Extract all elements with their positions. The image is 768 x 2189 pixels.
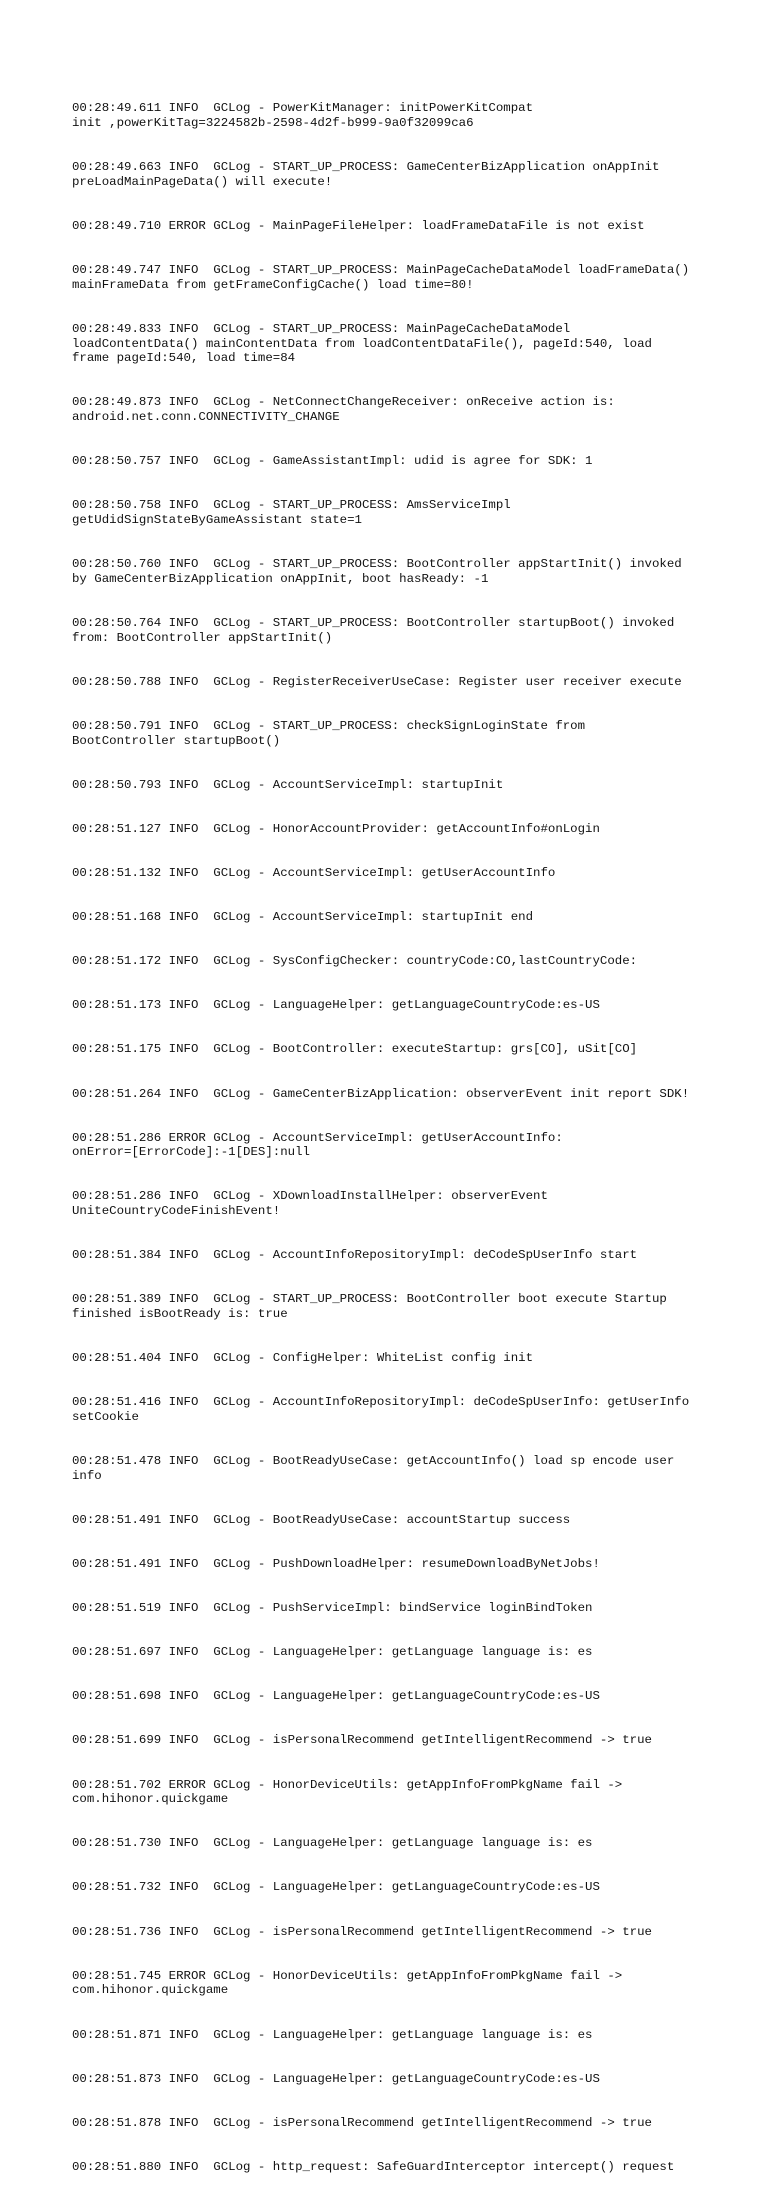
log-entry: 00:28:51.873 INFO GCLog - LanguageHelper: getLanguageCountryCode:es-US [72, 2071, 600, 2086]
log-entry: 00:28:49.663 INFO GCLog - START_UP_PROCESS: GameCenterBizApplication onAppInit preLoadMainPageData() will execute! [72, 160, 660, 189]
log-entry: 00:28:50.757 INFO GCLog - GameAssistantImpl: udid is agree for SDK: 1 [72, 454, 593, 469]
log-entry: 00:28:49.873 INFO GCLog - NetConnectChangeReceiver: onReceive action is: android.net.conn.CONNECTIVITY_CHANGE [72, 395, 615, 425]
log-entry: 00:28:51.172 INFO GCLog - SysConfigChecker: countryCode:CO,lastCountryCode: [72, 954, 638, 969]
log-entry: 00:28:51.132 INFO GCLog - AccountServiceImpl: getUserAccountInfo [72, 865, 556, 880]
log-entry: 00:28:51.389 INFO GCLog - START_UP_PROCESS: BootController boot execute Startup finished isBootReady is: true [72, 1292, 667, 1322]
log-entry: 00:28:51.697 INFO GCLog - LanguageHelper: getLanguage language is: es [72, 1645, 593, 1660]
log-entry: 00:28:50.764 INFO GCLog - START_UP_PROCESS: BootController startupBoot() invoked from: BootController appStartInit() [72, 616, 675, 645]
log-entry: 00:28:51.702 ERROR GCLog - HonorDeviceUtils: getAppInfoFromPkgName fail -> com.hihonor.quickgame [72, 1777, 623, 1807]
log-entry: 00:28:51.730 INFO GCLog - LanguageHelper: getLanguage language is: es [72, 1836, 593, 1851]
log-document [72, 72, 712, 2189]
log-entry: 00:28:50.791 INFO GCLog - START_UP_PROCESS: checkSignLoginState from BootController startupBoot() [72, 718, 586, 748]
log-entry: 00:28:50.793 INFO GCLog - AccountServiceImpl: startupInit [72, 777, 504, 792]
log-entry: 00:28:50.760 INFO GCLog - START_UP_PROCESS: BootController appStartInit() invoked by GameCenterBizApplication onAppInit, boot hasReady: -1 [72, 557, 682, 586]
log-entry: 00:28:51.384 INFO GCLog - AccountInfoRepositoryImpl: deCodeSpUserInfo start [72, 1248, 638, 1263]
log-entry: 00:28:51.698 INFO GCLog - LanguageHelper: getLanguageCountryCode:es-US [72, 1689, 600, 1704]
log-entry: 00:28:51.168 INFO GCLog - AccountServiceImpl: startupInit end [72, 910, 534, 925]
log-entry: 00:28:49.833 INFO GCLog - START_UP_PROCESS: MainPageCacheDataModel loadContentData() mainContentData from loadContentDataFile(), pageId:540, load frame pageId:540, load time=84 [72, 321, 652, 366]
log-entry: 00:28:51.871 INFO GCLog - LanguageHelper: getLanguage language is: es [72, 2027, 593, 2042]
log-entry: 00:28:49.710 ERROR GCLog - MainPageFileHelper: loadFrameDataFile is not exist [72, 219, 645, 234]
log-entry: 00:28:49.611 INFO GCLog - PowerKitManager: initPowerKitCompat init ,powerKitTag=3224582b-2598-4d2f-b999-9a0f32099ca6 [72, 101, 534, 131]
log-entry: 00:28:51.880 INFO GCLog - http_request: SafeGuardInterceptor intercept() request [72, 2159, 675, 2174]
log-entry: 00:28:51.478 INFO GCLog - BootReadyUseCase: getAccountInfo() load sp encode user info [72, 1454, 675, 1483]
log-entry: 00:28:51.286 INFO GCLog - XDownloadInstallHelper: observerEvent UniteCountryCodeFinishEvent! [72, 1189, 548, 1219]
log-entry: 00:28:50.758 INFO GCLog - START_UP_PROCESS: AmsServiceImpl getUdidSignStateByGameAssistant state=1 [72, 498, 511, 528]
log-entry: 00:28:51.404 INFO GCLog - ConfigHelper: WhiteList config init [72, 1351, 534, 1366]
log-entry: 00:28:51.286 ERROR GCLog - AccountServiceImpl: getUserAccountInfo: onError=[ErrorCode]:-1[DES]:null [72, 1130, 563, 1160]
log-entry: 00:28:51.745 ERROR GCLog - HonorDeviceUtils: getAppInfoFromPkgName fail -> com.hihonor.quickgame [72, 1968, 623, 1998]
log-entry: 00:28:51.736 INFO GCLog - isPersonalRecommend getIntelligentRecommend -> true [72, 1924, 652, 1939]
log-entry: 00:28:51.173 INFO GCLog - LanguageHelper: getLanguageCountryCode:es-US [72, 998, 600, 1013]
log-entry: 00:28:51.175 INFO GCLog - BootController: executeStartup: grs[CO], uSit[CO] [72, 1042, 638, 1057]
log-entry: 00:28:49.747 INFO GCLog - START_UP_PROCESS: MainPageCacheDataModel loadFrameData() mainFrameData from getFrameConfigCache() load time=80! [72, 263, 690, 292]
log-entry: 00:28:51.491 INFO GCLog - BootReadyUseCase: accountStartup success [72, 1512, 571, 1527]
log-entry: 00:28:51.699 INFO GCLog - isPersonalRecommend getIntelligentRecommend -> true [72, 1733, 652, 1748]
log-entry: 00:28:51.878 INFO GCLog - isPersonalRecommend getIntelligentRecommend -> true [72, 2115, 652, 2130]
log-entry: 00:28:50.788 INFO GCLog - RegisterReceiverUseCase: Register user receiver execute [72, 674, 682, 689]
log-entry: 00:28:51.732 INFO GCLog - LanguageHelper: getLanguageCountryCode:es-US [72, 1880, 600, 1895]
log-entry: 00:28:51.416 INFO GCLog - AccountInfoRepositoryImpl: deCodeSpUserInfo: getUserInfo setCookie [72, 1395, 690, 1424]
log-entry: 00:28:51.519 INFO GCLog - PushServiceImpl: bindService loginBindToken [72, 1601, 593, 1616]
log-entry: 00:28:51.491 INFO GCLog - PushDownloadHelper: resumeDownloadByNetJobs! [72, 1557, 600, 1572]
log-entry: 00:28:51.264 INFO GCLog - GameCenterBizApplication: observerEvent init report SDK! [72, 1086, 690, 1101]
log-entry: 00:28:51.127 INFO GCLog - HonorAccountProvider: getAccountInfo#onLogin [72, 821, 600, 836]
